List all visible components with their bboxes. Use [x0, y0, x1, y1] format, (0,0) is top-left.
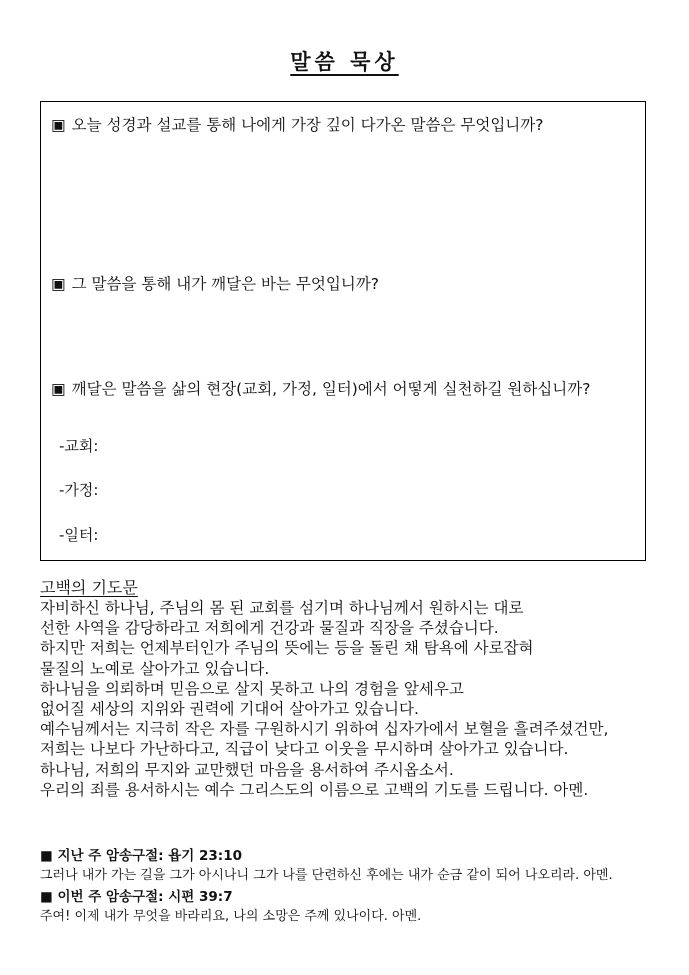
question-2	[51, 273, 379, 295]
prayer-line: 우리의 죄를 용서하시는 예수 그리스도의 이름으로 고백의 기도를 드립니다. 아멘.	[40, 780, 589, 799]
question-text: 오늘 성경과 설교를 통해 나에게 가장 깊이 다가온 말씀은 무엇입니까?	[71, 116, 544, 134]
last-week-verse-heading: ■ 지난 주 암송구절: 욥기 23:10	[40, 848, 242, 864]
prayer-line: 예수님께서는 지극히 작은 자를 구원하시기 위하여 십자가에서 보혈을 흘려주셨건만,	[40, 720, 609, 739]
prayer-body	[40, 598, 608, 800]
application-home-label: -가정:	[59, 481, 99, 499]
application-work-label: -일터:	[59, 526, 99, 544]
prayer-line: 저희는 나보다 가난하다고, 직급이 낮다고 이웃을 무시하며 살아가고 있습니다.	[40, 740, 569, 759]
prayer-line: 하지만 저희는 언제부터인가 주님의 뜻에는 등을 돌린 채 탐욕에 사로잡혀	[40, 639, 534, 658]
last-week-verse-text: 그러나 내가 가는 길을 그가 아시나니 그가 나를 단련하신 후에는 내가 순금 같이 되어 나오리라. 아멘.	[40, 868, 613, 883]
page-title: 말씀 묵상	[290, 50, 399, 74]
bullet-icon: ▣	[51, 116, 66, 134]
meditation-box	[40, 101, 646, 561]
prayer-line: 선한 사역을 감당하라고 저희에게 건강과 물질과 직장을 주셨습니다.	[40, 619, 499, 638]
application-church-label: -교회:	[59, 437, 99, 455]
question-1	[51, 114, 543, 136]
this-week-verse-heading: ■ 이번 주 암송구절: 시편 39:7	[40, 889, 233, 905]
prayer-line: 없어질 세상의 지위와 권력에 기대어 살아가고 있습니다.	[40, 700, 419, 719]
prayer-line: 자비하신 하나님, 주님의 몸 된 교회를 섬기며 하나님께서 원하시는 대로	[40, 599, 524, 617]
bullet-icon: ▣	[51, 275, 66, 293]
this-week-verse-text: 주여! 이제 내가 무엇을 바라리요, 나의 소망은 주께 있나이다. 아멘.	[40, 909, 422, 924]
prayer-line: 물질의 노예로 살아가고 있습니다.	[40, 659, 270, 678]
question-text: 깨달은 말씀을 삶의 현장(교회, 가정, 일터)에서 어떻게 실천하길 원하십니까?	[71, 380, 591, 398]
prayer-heading: 고백의 기도문	[40, 578, 138, 597]
bullet-icon: ▣	[51, 380, 66, 398]
prayer-line: 하나님, 저희의 무지와 교만했던 마음을 용서하여 주시옵소서.	[40, 760, 454, 779]
question-3	[51, 378, 639, 400]
question-text: 그 말씀을 통해 내가 깨달은 바는 무엇입니까?	[71, 275, 379, 293]
prayer-line: 하나님을 의뢰하며 믿음으로 살지 못하고 나의 경험을 앞세우고	[40, 679, 464, 698]
